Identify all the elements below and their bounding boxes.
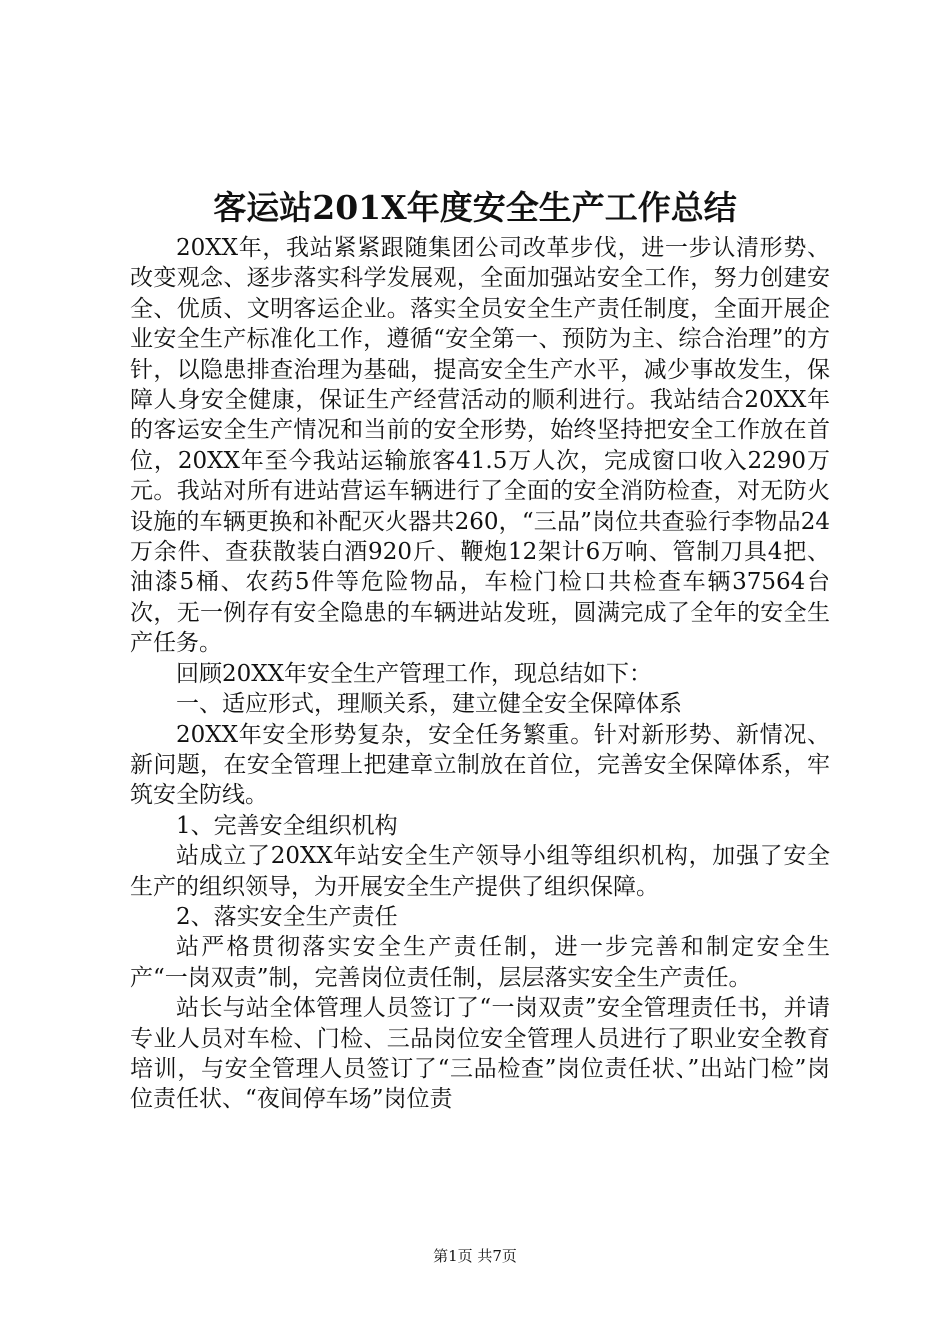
- paragraph-responsibility: 站长与站全体管理人员签订了“一岗双责”安全管理责任书，并请专业人员对车检、门检、三品岗位安全管理人员进行了职业安全教育培训，与安全管理人员签订了“三品检查”岗位责任状、”出站门检”岗位责任状、“夜间停车场”岗位责: [130, 995, 830, 1113]
- paragraph-review: 回顾20XX年安全生产管理工作，现总结如下：: [176, 660, 653, 687]
- paragraph-subsection-1: 站成立了20XX年站安全生产领导小组等组织机构，加强了安全生产的组织领导，为开展安全生产提供了组织保障。: [130, 843, 830, 900]
- subheading-1: 1、完善安全组织机构: [176, 812, 398, 839]
- document-title: 客运站201X年度安全生产工作总结: [213, 188, 737, 227]
- section-heading-1: 一、适应形式，理顺关系，建立健全安全保障体系: [176, 691, 682, 718]
- subheading-2: 2、落实安全生产责任: [176, 903, 398, 930]
- page-number-footer: 第1页 共7页: [433, 1247, 517, 1265]
- document-body: [130, 233, 830, 1115]
- paragraph-intro: 20XX年，我站紧紧跟随集团公司改革步伐，进一步认清形势、改变观念、逐步落实科学发展观，全面加强站安全工作，努力创建安全、优质、文明客运企业。落实全员安全生产责任制度，全面开展企业安全生产标准化工作，遵循“安全第一、预防为主、综合治理”的方针，以隐患排查治理为基础，提高安全生产水平，减少事故发生，保障人身安全健康，保证生产经营活动的顺利进行。我站结合20XX年的客运安全生产情况和当前的安全形势，始终坚持把安全工作放在首位，20XX年至今我站运输旅客41.5万人次，完成窗口收入2290万元。我站对所有进站营运车辆进行了全面的安全消防检查，对无防火设施的车辆更换和补配灭火器共260，“三品”岗位共查验行李物品24万余件、查获散装白酒920斤、鞭炮12架计6万响、管制刀具4把、油漆5桶、农药5件等危险物品，车检门检口共检查车辆37564台次，无一例存有安全隐患的车辆进站发班，圆满完成了全年的安全生产任务。: [130, 235, 830, 657]
- paragraph-section-1: 20XX年安全形势复杂，安全任务繁重。针对新形势、新情况、新问题，在安全管理上把建章立制放在首位，完善安全保障体系，牢筑安全防线。: [130, 721, 830, 809]
- paragraph-subsection-2: 站严格贯彻落实安全生产责任制，进一步完善和制定安全生产“一岗双责”制，完善岗位责任制，层层落实安全生产责任。: [130, 934, 830, 991]
